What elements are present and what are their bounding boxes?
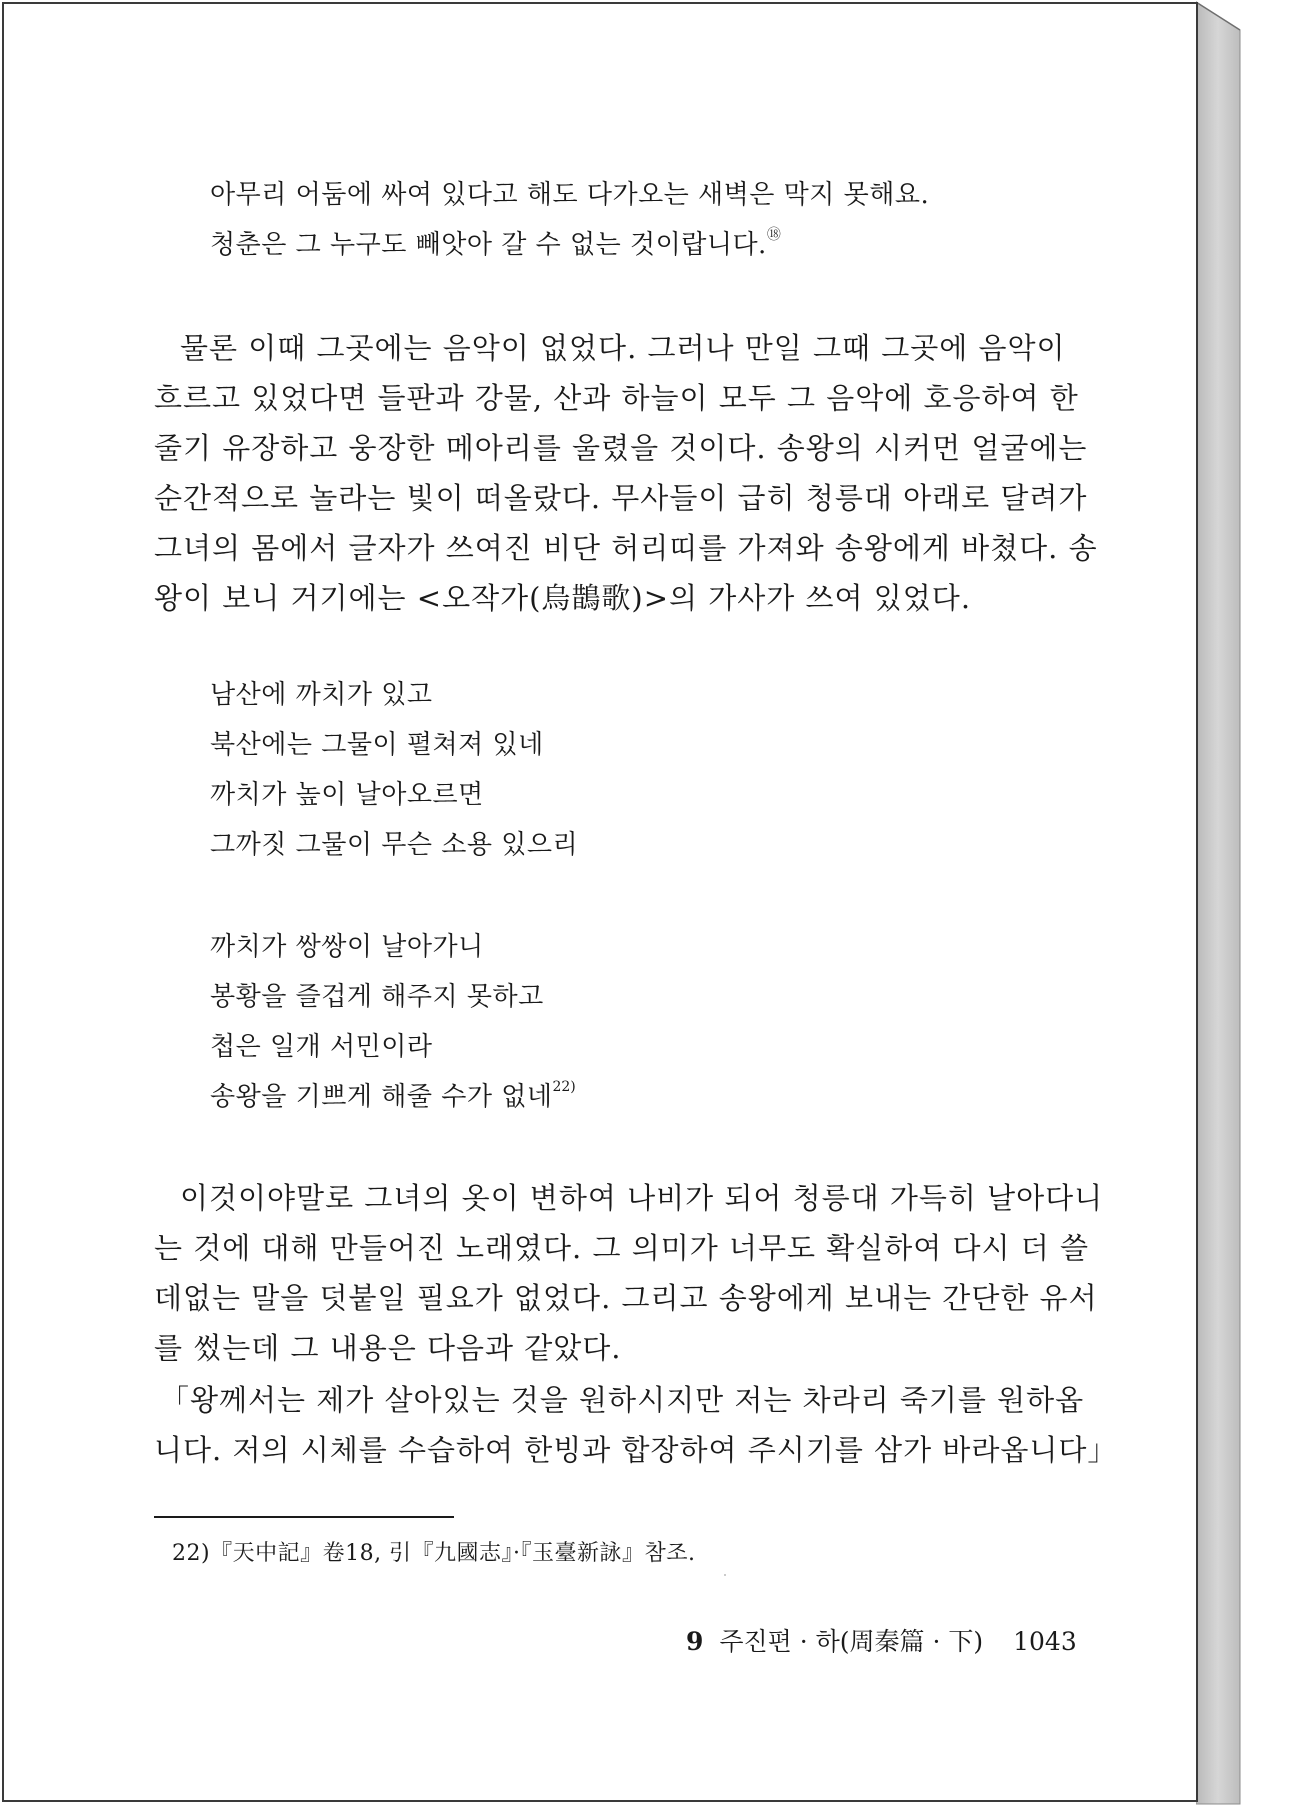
poem-line: 그까짓 그물이 무슨 소용 있으리 (210, 830, 579, 860)
footnote-divider (154, 1516, 454, 1518)
paragraph-line: 순간적으로 놀라는 빛이 떠올랐다. 무사들이 급히 청릉대 아래로 달려가 (154, 481, 1088, 515)
poem-text: 송왕을 기쁘게 해줄 수가 없네 (210, 1082, 553, 1112)
paragraph-line: 데없는 말을 덧붙일 필요가 없었다. 그리고 송왕에게 보내는 간단한 유서 (154, 1281, 1098, 1315)
poem-line: 첩은 일개 서민이라 (210, 1032, 433, 1062)
chapter-title: 주진편 · 하(周秦篇 · 下) (719, 1627, 984, 1656)
paragraph-line: 는 것에 대해 만들어진 노래였다. 그 의미가 너무도 확실하여 다시 더 쓸 (154, 1231, 1090, 1265)
paragraph-line: 이것이야말로 그녀의 옷이 변하여 나비가 되어 청릉대 가득히 날아다니 (180, 1181, 1104, 1215)
chapter-number: 9 (686, 1627, 704, 1656)
poem-line: 까치가 높이 날아오르면 (210, 780, 484, 810)
running-footer (686, 1622, 1077, 1658)
paragraph-line: 흐르고 있었다면 들판과 강물, 산과 하늘이 모두 그 음악에 호응하여 한 (154, 381, 1079, 415)
poem-line: 까치가 쌍쌍이 날아가니 (210, 932, 484, 962)
footnote-marker: 22) (552, 1079, 576, 1095)
paragraph-line: 「왕께서는 제가 살아있는 것을 원하시지만 저는 차라리 죽기를 원하옵 (160, 1383, 1085, 1417)
paragraph-line: 를 썼는데 그 내용은 다음과 같았다. (154, 1331, 622, 1365)
paragraph-line: 니다. 저의 시체를 수습하여 한빙과 합장하여 주시기를 삼가 바라옵니다」 (154, 1433, 1118, 1467)
paragraph-line: 그녀의 몸에서 글자가 쓰여진 비단 허리띠를 가져와 송왕에게 바쳤다. 송 (154, 531, 1098, 565)
paragraph-line: 물론 이때 그곳에는 음악이 없었다. 그러나 만일 그때 그곳에 음악이 (180, 331, 1066, 365)
page-number: 1043 (1013, 1627, 1077, 1656)
book-page-edge (1196, 0, 1242, 1806)
poem-line: 북산에는 그물이 펼쳐져 있네 (210, 730, 544, 760)
poem-line: 봉황을 즐겁게 해주지 못하고 (210, 982, 544, 1012)
verse-line: 아무리 어둠에 싸여 있다고 해도 다가오는 새벽은 막지 못해요. (210, 180, 930, 210)
scan-speck (724, 1574, 726, 1576)
footnote-marker: ⑱ (766, 227, 781, 243)
paragraph-line: 왕이 보니 거기에는 <오작가(烏鵲歌)>의 가사가 쓰여 있었다. (154, 581, 972, 615)
verse-line (210, 224, 781, 261)
document-page (2, 2, 1198, 1802)
paragraph-line: 줄기 유장하고 웅장한 메아리를 울렸을 것이다. 송왕의 시커먼 얼굴에는 (154, 431, 1088, 465)
poem-line: 남산에 까치가 있고 (210, 680, 433, 710)
footnote-text: 22)『天中記』卷18, 引『九國志』·『玉臺新詠』참조. (172, 1541, 696, 1566)
verse-text: 청춘은 그 누구도 빼앗아 갈 수 없는 것이랍니다. (210, 230, 767, 260)
poem-line (210, 1076, 576, 1113)
